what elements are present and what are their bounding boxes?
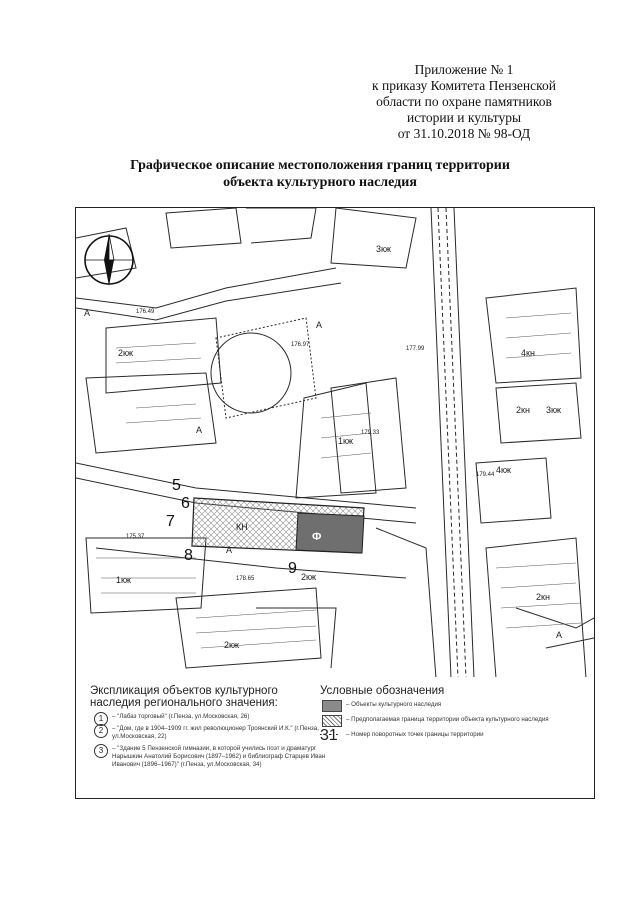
detail-lines (96, 313, 581, 648)
explication-title: Экспликация объектов культурного наследия регионального значения: (90, 685, 278, 709)
appendix-line: Приложение № 1 (414, 62, 514, 77)
symbols-block (320, 685, 590, 742)
building-label: 2кж (118, 348, 133, 358)
elevation-mark: 178.65 (236, 576, 255, 582)
symbol-row (320, 700, 590, 712)
symbol-description: – Объекты культурного наследия (346, 701, 442, 708)
boundary-point-label: 6 (181, 495, 190, 512)
heritage-object[interactable] (296, 513, 364, 553)
appendix-line: от 31.10.2018 № 98-ОД (397, 126, 531, 141)
symbol-row (320, 727, 590, 744)
symbol-row (320, 715, 590, 727)
building-label: 2кн (516, 405, 530, 415)
explication-item (90, 745, 326, 769)
object-description: – "Лабаз торговый" (г.Пенза, ул.Московская, 26) (112, 713, 250, 720)
appendix-line: к приказу Комитета Пензенской (372, 78, 556, 93)
building-label: 2кж (301, 572, 316, 582)
building-label: А (316, 320, 323, 330)
document-title-line: объекта культурного наследия (223, 175, 417, 190)
building-label: 4кн (521, 348, 535, 358)
boundary-hatch-swatch (322, 715, 342, 727)
building-label: КН (236, 522, 248, 532)
object-number: 3 (94, 744, 108, 758)
map-legend (75, 677, 595, 799)
explication-item (90, 725, 326, 741)
building-label: 4кж (496, 465, 511, 475)
elevation-mark: 176.97 (291, 342, 310, 348)
building-label: А (556, 630, 563, 640)
cadastral-map[interactable] (75, 207, 595, 679)
symbols-title: Условные обозначения (320, 685, 445, 697)
building-label: 1кж (338, 436, 353, 446)
symbol-description: – Номер поворотных точек границы территории (346, 731, 484, 738)
building-label: 3кж (546, 405, 561, 415)
elevation-mark: 179.33 (361, 430, 380, 436)
explication-block (90, 685, 326, 769)
elevation-mark: 176.49 (136, 309, 155, 315)
appendix-line: истории и культуры (406, 110, 522, 125)
point-number-symbol: 31 (320, 727, 338, 744)
heritage-object-label: Ф (312, 531, 322, 543)
object-description: – "Дом, где в 1904–1909 гг. жил революционер Троянский И.К." (г.Пенза, ул.Московская, 22) (112, 725, 319, 740)
map-canvas (76, 208, 594, 678)
document-title-line: Графическое описание местоположения границ территории (130, 158, 510, 173)
building-label: 1кж (116, 575, 131, 585)
explication-item (90, 713, 326, 721)
heritage-object-swatch (322, 700, 342, 712)
elevation-mark: 177.99 (406, 346, 425, 352)
symbol-description: – Предполагаемая граница территории объекта культурного наследия (346, 716, 549, 723)
building-label: 2кж (224, 640, 239, 650)
elevation-mark: 175.37 (126, 534, 145, 540)
object-number: 2 (94, 724, 108, 738)
boundary-point-label: 9 (288, 560, 297, 577)
building-label: А (226, 545, 233, 555)
object-description: – "Здание 5 Пензенской гимназии, в которой учились поэт и драматург Нарышкин Анатолий Борисович (1897–1962) и библиограф Старцев Иван Иванович (1896–1967)" (г.Пенза, ул.Московская, 34) (112, 745, 326, 768)
document-title (0, 157, 640, 191)
boundary-point-label: 5 (172, 477, 181, 494)
boundary-point-label: 8 (184, 547, 193, 564)
building-label: 3кж (376, 244, 391, 254)
street-lines (76, 208, 594, 678)
elevation-mark: 179.44 (476, 472, 495, 478)
north-arrow-icon (85, 234, 133, 286)
building-label: А (196, 425, 203, 435)
appendix-header (354, 62, 574, 142)
building-label: 2кн (536, 592, 550, 602)
object-number: 1 (94, 712, 108, 726)
building-label: А (84, 308, 91, 318)
boundary-point-label: 7 (166, 513, 175, 530)
appendix-line: области по охране памятников (376, 94, 552, 109)
